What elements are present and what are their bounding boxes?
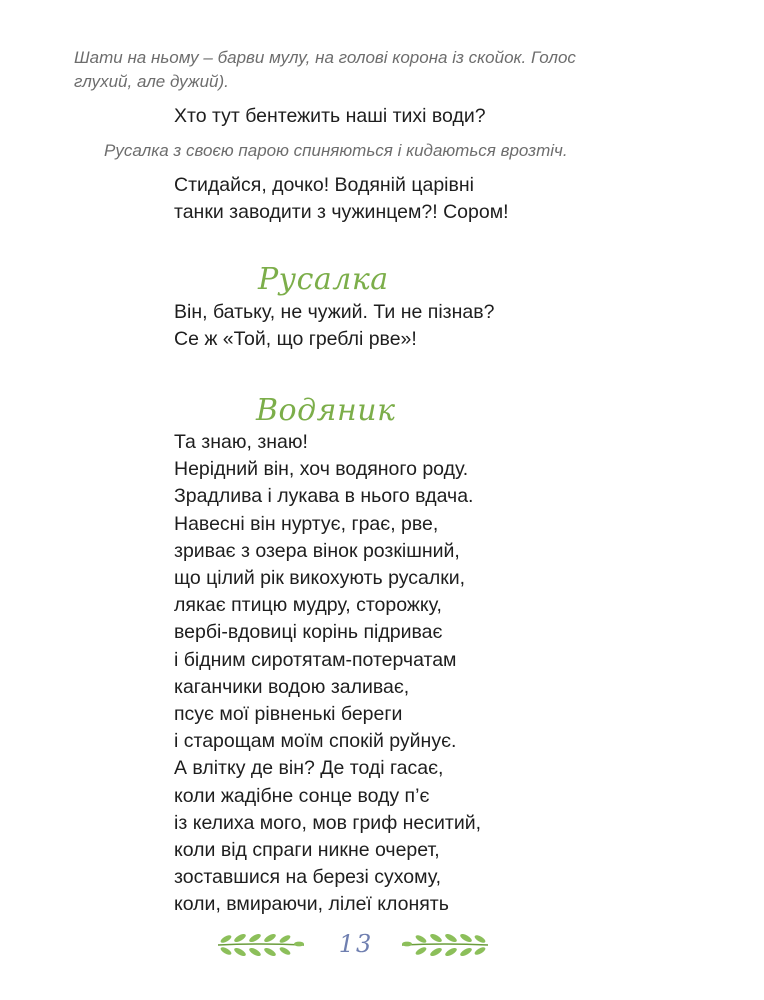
verse-line: і бідним сиротятам-потерчатам	[174, 648, 457, 671]
vodianyk-verse	[174, 172, 509, 226]
verse-line: коли від спраги никне очерет,	[174, 839, 440, 862]
speaker-name-rusalka: Русалка	[258, 262, 389, 297]
verse-line: зриває з озера вінок розкішний,	[174, 539, 460, 562]
verse-line: Навесні він нуртує, грає, рве,	[174, 512, 439, 535]
verse-line: коли, вмираючи, лілеї клонять	[174, 893, 449, 916]
verse-line: Він, батьку, не чужий. Ти не пізнав?	[174, 301, 495, 323]
verse-line: Нерідний він, хоч водяного роду.	[174, 458, 469, 481]
stage-direction-line: глухий, але дужий).	[74, 72, 229, 91]
page-number: 13	[338, 930, 374, 958]
olive-branch-icon	[400, 932, 490, 958]
verse-line: псує мої рівненькі береги	[174, 703, 403, 726]
verse-line: Се ж «Той, що греблі рве»!	[174, 328, 417, 351]
verse-line: Хто тут бентежить наші тихі води?	[174, 105, 486, 127]
verse-line: із келиха мого, мов гриф неситий,	[174, 811, 482, 834]
verse-line: коли жадібне сонце воду п’є	[174, 784, 430, 807]
verse-line: А влітку де він? Де тоді гасає,	[174, 757, 444, 780]
speaker-name-vodianyk: Водяник	[256, 393, 396, 428]
verse-line: Стидайся, дочко! Водяній царівні	[174, 174, 474, 196]
verse-line: вербі-вдовиці корінь підриває	[174, 621, 443, 644]
verse-line: Зрадлива і лукава в нього вдача.	[174, 485, 474, 508]
stage-direction-line: Шати на ньому – барви мулу, на голові корона із скойок. Голос	[74, 48, 576, 67]
verse-line: танки заводити з чужинцем?! Сором!	[174, 201, 509, 224]
verse-line: каганчики водою заливає,	[174, 675, 410, 698]
vodianyk-verse	[174, 429, 481, 919]
page-footer	[0, 930, 764, 970]
stage-direction	[74, 46, 576, 94]
stage-direction	[104, 139, 568, 163]
olive-branch-icon	[216, 932, 306, 958]
verse-line: Та знаю, знаю!	[174, 431, 308, 453]
verse-line: лякає птицю мудру, сторожку,	[174, 594, 442, 617]
vodianyk-verse	[174, 103, 486, 130]
verse-line: зоставшися на березі сухому,	[174, 866, 441, 889]
stage-direction-line: Русалка з своєю парою спиняються і кидаються врозтіч.	[104, 141, 568, 160]
verse-line: і старощам моїм спокій руйнує.	[174, 730, 457, 753]
rusalka-verse	[174, 299, 494, 353]
verse-line: що цілий рік викохують русалки,	[174, 567, 466, 590]
